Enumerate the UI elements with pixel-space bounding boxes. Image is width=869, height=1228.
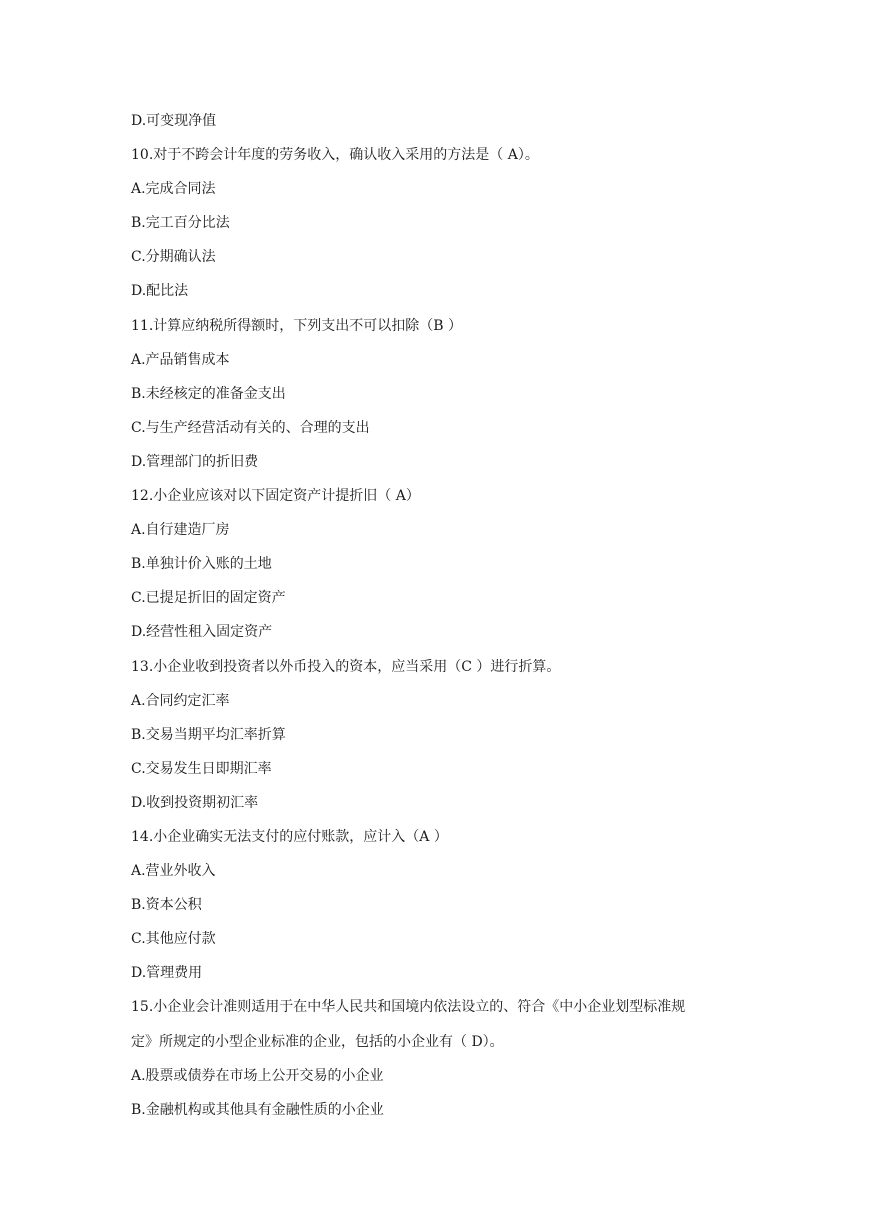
option-d-q9: D.可变现净值 [131,113,217,129]
question-15-line-1: 15.小企业会计准则适用于在中华人民共和国境内依法设立的、符合《中小企业划型标准规 [131,999,686,1016]
option-a-q15: A.股票或债券在市场上公开交易的小企业 [131,1067,384,1084]
question-10: 10.对于不跨会计年度的劳务收入，确认收入采用的方法是（ A）。 [131,147,539,164]
option-b-q13: B.交易当期平均汇率折算 [131,726,286,743]
option-d-q10: D.配比法 [131,283,189,300]
option-d-q12: D.经营性租入固定资产 [131,624,273,641]
question-14: 14.小企业确实无法支付的应付账款，应计入（A ） [131,828,448,845]
question-11: 11.计算应纳税所得额时，下列支出不可以扣除（B ） [131,317,463,334]
question-15 [131,996,771,1052]
option-a-q12: A.自行建造厂房 [131,522,230,539]
option-a-q11: A.产品销售成本 [131,351,230,368]
option-b-q15: B.金融机构或其他具有金融性质的小企业 [131,1101,384,1118]
option-b-q10: B.完工百分比法 [131,215,230,232]
question-13: 13.小企业收到投资者以外币投入的资本，应当采用（C ）进行折算。 [131,658,561,675]
option-b-q14: B.资本公积 [131,897,202,914]
question-12: 12.小企业应该对以下固定资产计提折旧（ A） [131,488,420,505]
option-c-q11: C.与生产经营活动有关的、合理的支出 [131,419,370,436]
option-a-q13: A.合同约定汇率 [131,692,230,709]
option-b-q12: B.单独计价入账的土地 [131,556,272,573]
question-15-line-2: 定》所规定的小型企业标准的企业，包括的小企业有（ D）。 [131,1033,504,1050]
option-d-q14: D.管理费用 [131,965,203,982]
option-b-q11: B.未经核定的准备金支出 [131,385,286,402]
option-c-q12: C.已提足折旧的固定资产 [131,590,286,607]
option-c-q14: C.其他应付款 [131,931,216,948]
option-d-q13: D.收到投资期初汇率 [131,794,259,811]
option-a-q10: A.完成合同法 [131,181,216,198]
document-page [131,110,771,1133]
option-a-q14: A.营业外收入 [131,863,216,880]
option-c-q10: C.分期确认法 [131,249,216,266]
option-d-q11: D.管理部门的折旧费 [131,453,259,470]
option-c-q13: C.交易发生日即期汇率 [131,760,272,777]
